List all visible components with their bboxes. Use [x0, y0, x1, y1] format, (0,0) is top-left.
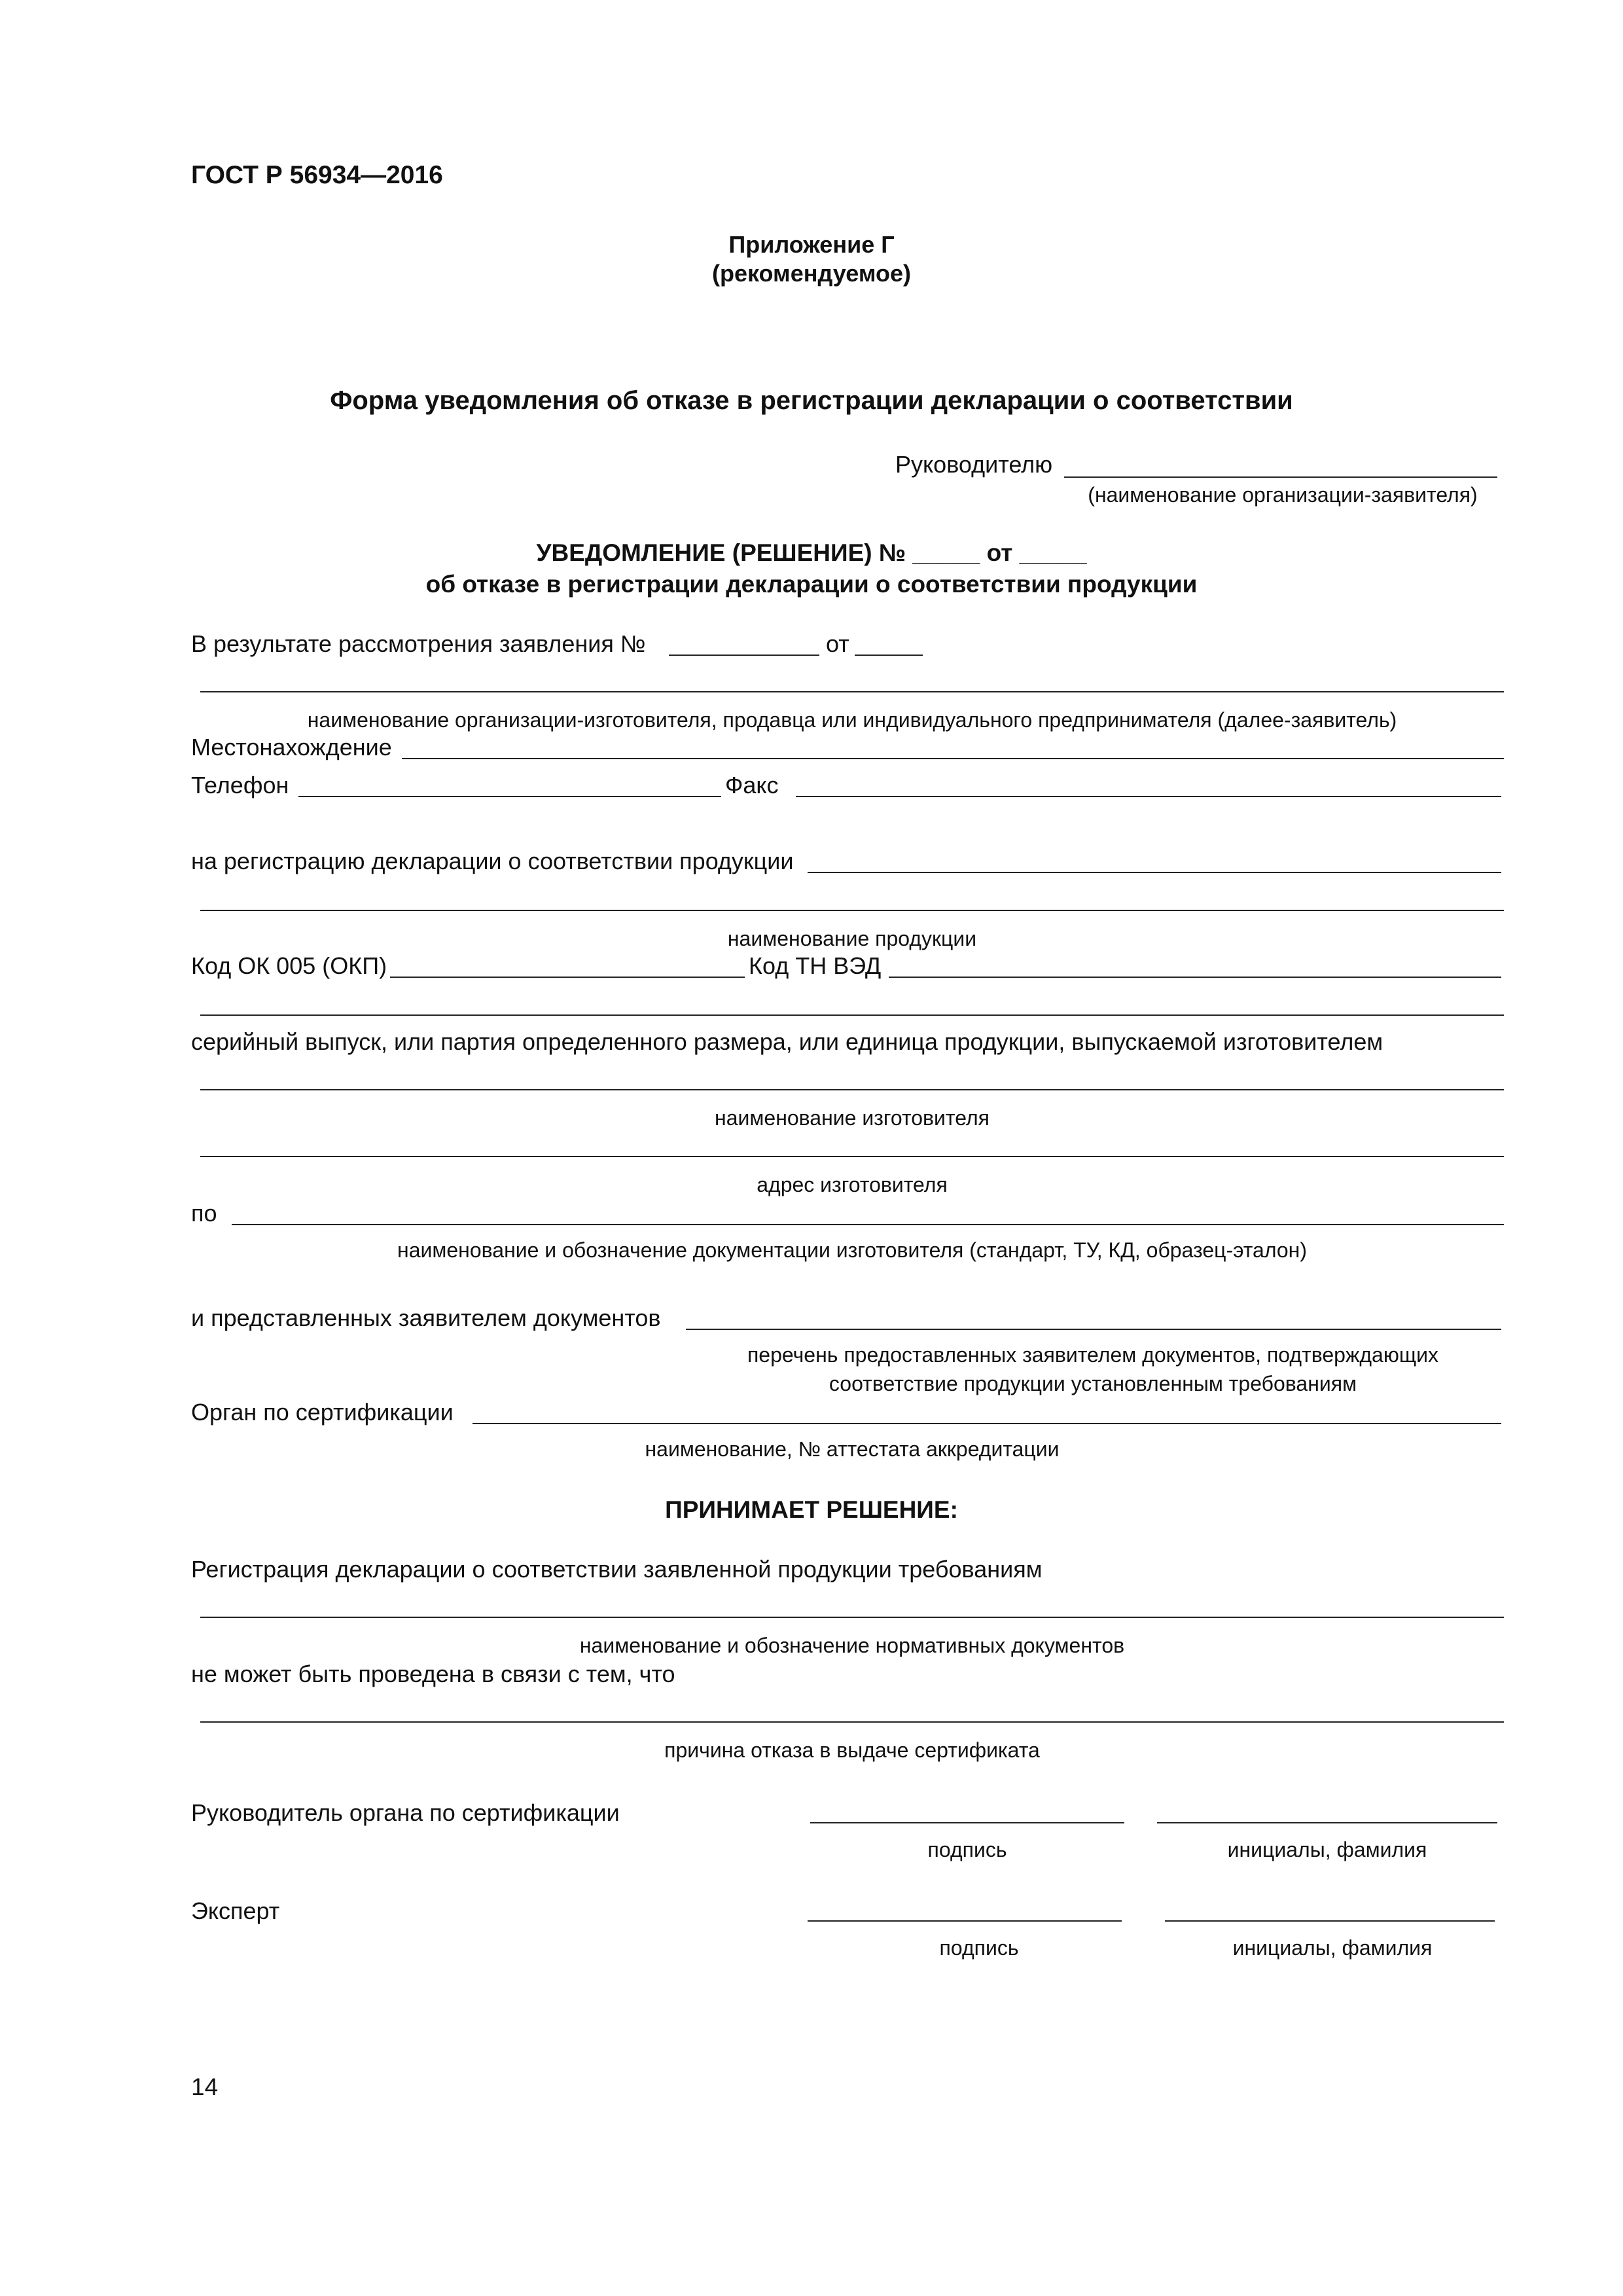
decision-text: Регистрация декларации о соответствии заявленной продукции требованиям: [191, 1556, 1043, 1583]
notice-subject: об отказе в регистрации декларации о соответствии продукции: [425, 571, 1198, 598]
tnved-label: Код ТН ВЭД: [749, 952, 882, 979]
head-signature-caption: подпись: [927, 1838, 1007, 1861]
address-caption: адрес изготовителя: [757, 1173, 948, 1196]
registration-line[interactable]: [808, 872, 1501, 873]
page-number: 14: [191, 2073, 219, 2100]
norms-line[interactable]: [200, 1617, 1504, 1618]
review-from-label: от: [826, 630, 849, 657]
form-title: Форма уведомления об отказе в регистрации декларации о соответствии: [330, 386, 1293, 415]
certification-body-line[interactable]: [473, 1423, 1501, 1424]
head-signature-line[interactable]: [810, 1822, 1124, 1823]
addressee-line[interactable]: [1064, 476, 1497, 478]
addressee-caption: (наименование организации-заявителя): [1088, 483, 1478, 507]
applicant-line[interactable]: [200, 691, 1504, 692]
manufacturer-caption: наименование изготовителя: [715, 1106, 990, 1130]
product-line[interactable]: [200, 910, 1504, 911]
expert-signature-line[interactable]: [808, 1920, 1122, 1922]
okp-line[interactable]: [390, 977, 745, 978]
submitted-caption-2: соответствие продукции установленным требованиям: [829, 1372, 1357, 1395]
submitted-caption-1: перечень предоставленных заявителем документов, подтверждающих: [747, 1343, 1439, 1367]
certification-body-label: Орган по сертификации: [191, 1399, 454, 1426]
submitted-line[interactable]: [686, 1329, 1501, 1330]
phone-label: Телефон: [191, 772, 289, 798]
series-text: серийный выпуск, или партия определенного размера, или единица продукции, выпускаемой изготовителем: [191, 1028, 1383, 1055]
registration-label: на регистрацию декларации о соответствии продукции: [191, 848, 794, 874]
reason-caption: причина отказа в выдаче сертификата: [664, 1738, 1040, 1762]
tnved-line[interactable]: [889, 977, 1501, 978]
norms-caption: наименование и обозначение нормативных документов: [579, 1634, 1125, 1657]
appendix-title: Приложение Г: [728, 231, 895, 258]
head-name-line[interactable]: [1157, 1822, 1497, 1823]
reason-line[interactable]: [200, 1721, 1504, 1723]
certification-body-caption: наименование, № аттестата аккредитации: [645, 1437, 1060, 1461]
decision-heading: ПРИНИМАЕТ РЕШЕНИЕ:: [665, 1496, 958, 1523]
documentation-line[interactable]: [232, 1224, 1504, 1225]
documentation-caption: наименование и обозначение документации изготовителя (стандарт, ТУ, КД, образец-эталон): [397, 1238, 1307, 1262]
standard-number: ГОСТ Р 56934—2016: [191, 161, 443, 189]
application-date-line[interactable]: [855, 655, 923, 656]
phone-line[interactable]: [298, 796, 721, 797]
expert-name-line[interactable]: [1165, 1920, 1495, 1922]
review-label: В результате рассмотрения заявления №: [191, 630, 646, 657]
expert-name-caption: инициалы, фамилия: [1232, 1936, 1433, 1960]
location-label: Местонахождение: [191, 734, 392, 761]
po-label: по: [191, 1200, 217, 1227]
fax-line[interactable]: [796, 796, 1501, 797]
application-number-line[interactable]: [669, 655, 819, 656]
head-label: Руководитель органа по сертификации: [191, 1799, 620, 1826]
submitted-label: и представленных заявителем документов: [191, 1304, 661, 1331]
fax-label: Факс: [725, 772, 779, 798]
applicant-caption: наименование организации-изготовителя, продавца или индивидуального предпринимателя (далее-заявитель): [307, 708, 1397, 732]
expert-label: Эксперт: [191, 1897, 280, 1924]
codes-extra-line[interactable]: [200, 1014, 1504, 1016]
okp-label: Код ОК 005 (ОКП): [191, 952, 387, 979]
product-caption: наименование продукции: [727, 927, 977, 950]
manufacturer-line[interactable]: [200, 1089, 1504, 1090]
expert-signature-caption: подпись: [939, 1936, 1019, 1960]
head-name-caption: инициалы, фамилия: [1227, 1838, 1427, 1861]
cannot-text: не может быть проведена в связи с тем, что: [191, 1660, 675, 1687]
address-line[interactable]: [200, 1156, 1504, 1157]
location-line[interactable]: [402, 758, 1504, 759]
notice-number: УВЕДОМЛЕНИЕ (РЕШЕНИЕ) № _____ от _____: [536, 539, 1087, 566]
addressee-label: Руководителю: [895, 451, 1053, 478]
appendix-status: (рекомендуемое): [712, 260, 911, 287]
